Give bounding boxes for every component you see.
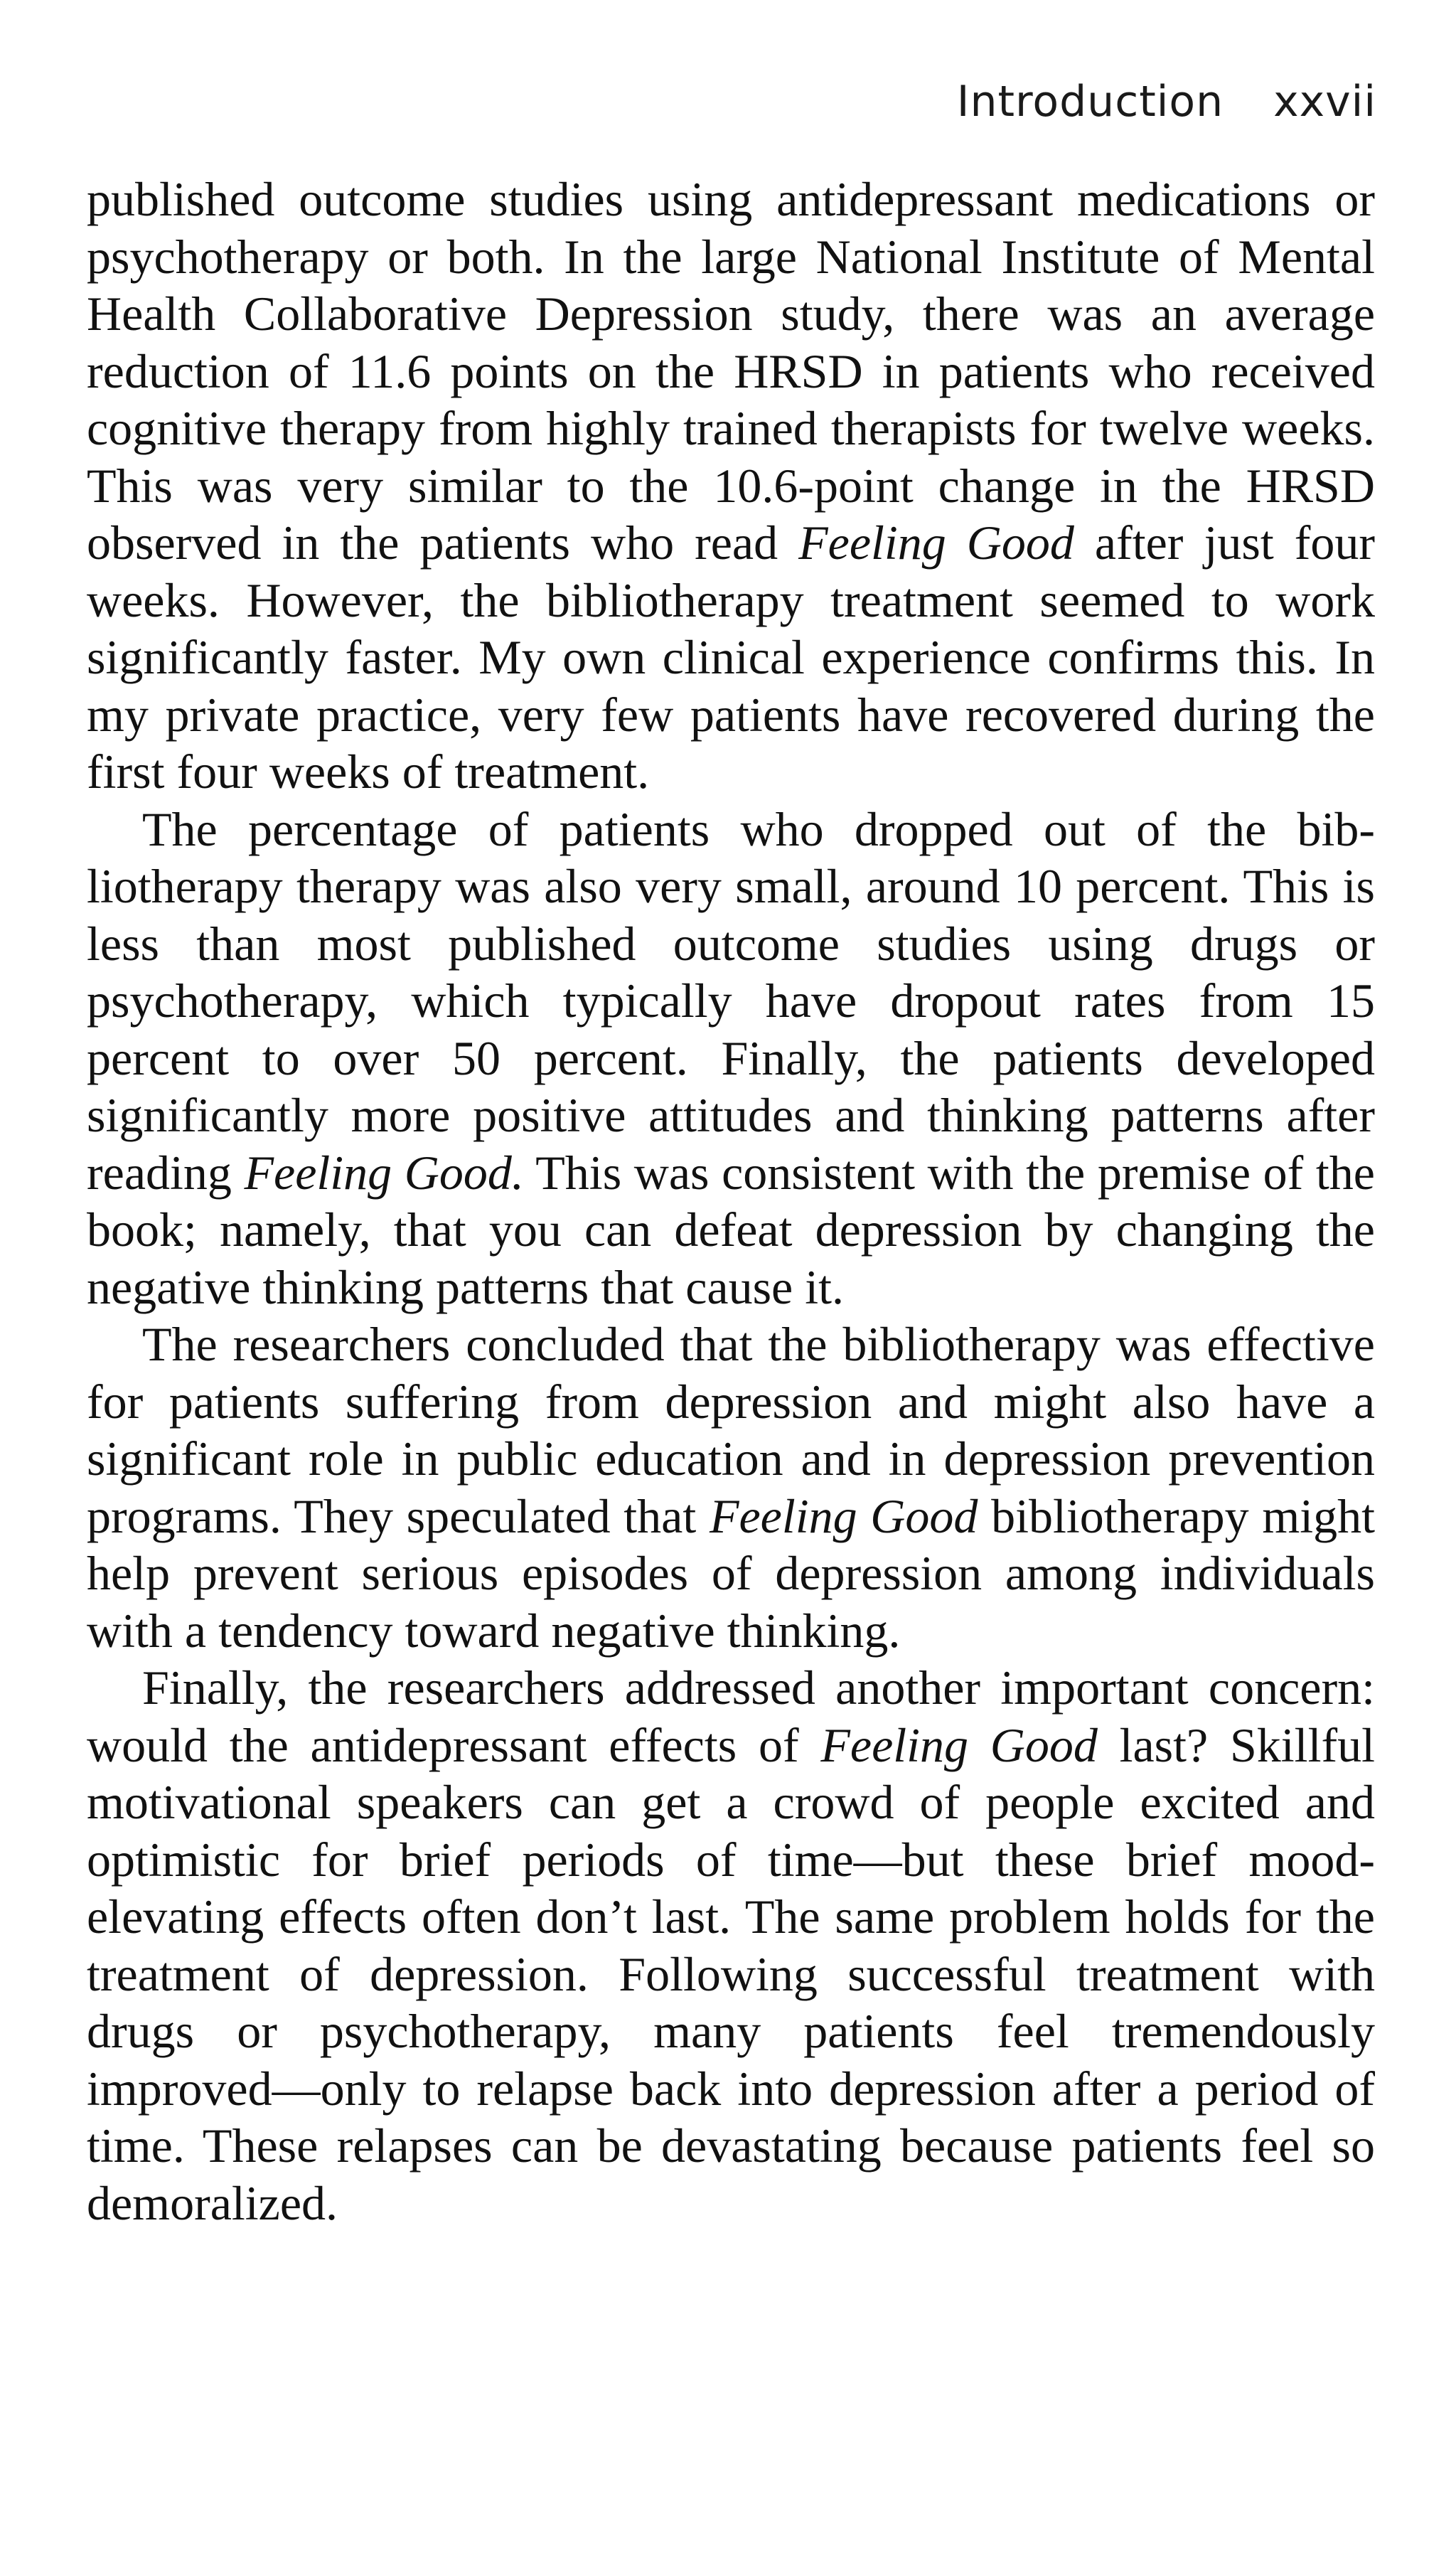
text-run: Finally, the researchers addressed another important concern: would the antidepressant effects of bbox=[87, 1661, 1375, 1772]
text-run: after just four weeks. However, the bibliotherapy treatment seemed to work significantly faster. My own clinical experience confirms this. In my private practice, very few patients have recovered during the first four weeks of treatment. bbox=[87, 516, 1376, 799]
book-title-italic: Feeling Good bbox=[798, 516, 1074, 570]
text-run: last? Skillful motivational speakers can get a crowd of people excited and optimistic for brief periods of time—but these brief mood-elevating effects often don’t last. The same problem holds for the treatment of depression. Following successful treatment with drugs or psychotherapy, many patients feel tremendously improved—only to relapse back into depression after a period of time. These relapses can be devastating because patients feel so demoralized. bbox=[87, 1717, 1375, 2230]
page-number: xxvii bbox=[1273, 77, 1376, 127]
section-title: Introduction bbox=[956, 77, 1224, 127]
book-title-italic: Feeling Good bbox=[820, 1717, 1098, 1772]
running-head bbox=[957, 77, 1376, 127]
text-run: published outcome studies using antidepressant medications or psychotherapy or both. In the large National Institute of Mental Health Collaborative Depression study, there was an average reduction of 11.6 points on the HRSD in patients who received cognitive therapy from highly trained therapists for twelve weeks. This was very similar to the 10.6-point change in the HRSD observed in the patients who read bbox=[87, 172, 1375, 570]
text-run: The researchers concluded that the bibliotherapy was effective for patients suffering from depression and might also have a significant role in public education and in depression prevention programs. They speculated that bbox=[87, 1317, 1375, 1543]
text-run: This was consistent with the premise of the book; namely, that you can defeat depression by changing the negative thinking patterns that cause it. bbox=[87, 1145, 1375, 1314]
paragraph bbox=[87, 1316, 1375, 1659]
text-run: bibliotherapy might help prevent serious episodes of depression among individuals with a tendency toward negative thinking. bbox=[87, 1488, 1375, 1658]
paragraph bbox=[87, 1659, 1375, 2232]
paragraph bbox=[87, 801, 1375, 1316]
book-title-italic: Feeling Good bbox=[709, 1488, 978, 1543]
paragraph bbox=[87, 171, 1375, 801]
text-run: The percentage of patients who dropped out of the bibliotherapy therapy was also very small, around 10 percent. This is less than most published outcome studies using drugs or psychotherapy, which typically have dropout rates from 15 percent to over 50 percent. Finally, the patients developed significantly more positive attitudes and thinking patterns after reading bbox=[87, 801, 1375, 1200]
body-text bbox=[87, 171, 1375, 2232]
book-title-italic: Feeling Good. bbox=[244, 1145, 524, 1200]
